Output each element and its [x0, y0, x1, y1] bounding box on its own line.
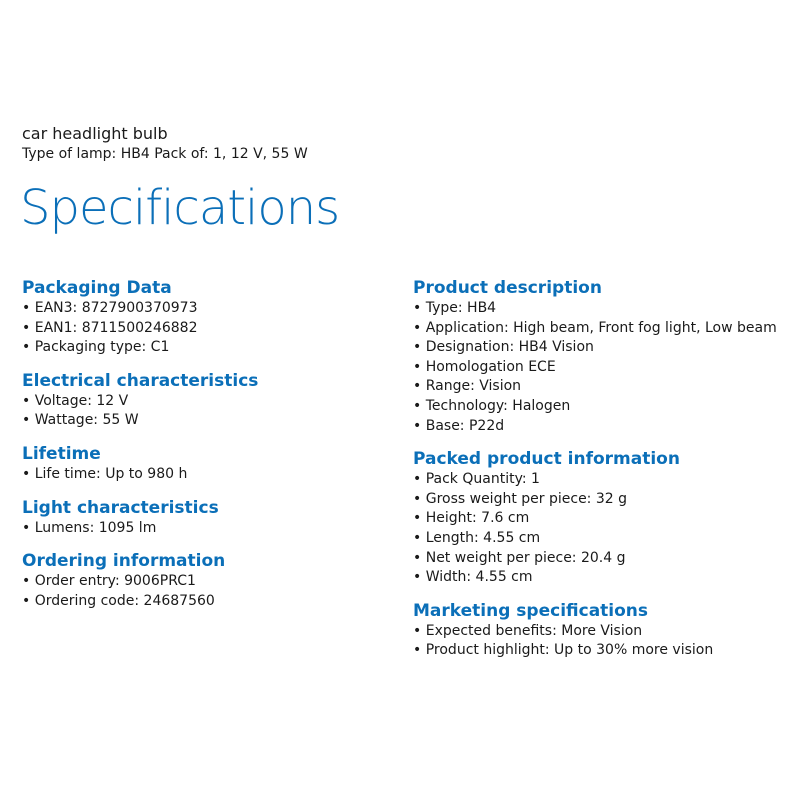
section-packed-product-information [413, 449, 793, 588]
page-title: Specifications [20, 180, 340, 236]
spec-list-light-characteristics [22, 519, 392, 539]
spec-list-ordering-information [22, 572, 392, 611]
spec-list-electrical-characteristics [22, 392, 392, 431]
spec-item: • Width: 4.55 cm [413, 568, 793, 588]
section-heading-ordering-information: Ordering information [22, 551, 226, 572]
spec-list-packaging-data [22, 299, 392, 358]
section-lifetime [22, 444, 392, 485]
spec-item: • Life time: Up to 980 h [22, 465, 392, 485]
spec-item: • Gross weight per piece: 32 g [413, 490, 793, 510]
spec-list-product-description [413, 299, 793, 436]
spec-item: • Pack Quantity: 1 [413, 470, 793, 490]
section-heading-electrical-characteristics: Electrical characteristics [22, 370, 259, 391]
left-spec-column [22, 278, 392, 624]
spec-item: • Voltage: 12 V [22, 392, 392, 412]
section-heading-packed-product-information: Packed product information [413, 449, 680, 470]
section-heading-product-description: Product description [413, 278, 602, 298]
spec-item: • Product highlight: Up to 30% more vision [413, 641, 793, 661]
spec-item: • Packaging type: C1 [22, 338, 392, 358]
spec-item: • Net weight per piece: 20.4 g [413, 549, 793, 569]
section-packaging-data [22, 278, 392, 358]
spec-item: • Base: P22d [413, 417, 793, 437]
spec-item: • Range: Vision [413, 377, 793, 397]
spec-item: • Length: 4.55 cm [413, 529, 793, 549]
spec-item: • Homologation ECE [413, 358, 793, 378]
section-light-characteristics [22, 498, 392, 539]
section-ordering-information [22, 551, 392, 611]
spec-item: • Lumens: 1095 lm [22, 519, 392, 539]
product-subtitle: Type of lamp: HB4 Pack of: 1, 12 V, 55 W [22, 146, 308, 162]
spec-item: • Application: High beam, Front fog light, Low beam [413, 319, 793, 339]
spec-item: • EAN1: 8711500246882 [22, 319, 392, 339]
spec-item: • Designation: HB4 Vision [413, 338, 793, 358]
section-heading-packaging-data: Packaging Data [22, 278, 172, 298]
spec-item: • Ordering code: 24687560 [22, 592, 392, 612]
spec-list-packed-product-information [413, 470, 793, 588]
spec-item: • Wattage: 55 W [22, 411, 392, 431]
spec-item: • Height: 7.6 cm [413, 509, 793, 529]
spec-list-lifetime [22, 465, 392, 485]
spec-item: • Expected benefits: More Vision [413, 622, 793, 642]
section-heading-lifetime: Lifetime [22, 443, 101, 464]
section-heading-marketing-specifications: Marketing specifications [413, 600, 649, 621]
spec-item: • EAN3: 8727900370973 [22, 299, 392, 319]
section-electrical-characteristics [22, 371, 392, 431]
product-name: car headlight bulb [22, 124, 168, 143]
spec-list-marketing-specifications [413, 622, 793, 661]
right-spec-column [413, 278, 793, 674]
spec-item: • Type: HB4 [413, 299, 793, 319]
spec-item: • Technology: Halogen [413, 397, 793, 417]
section-marketing-specifications [413, 601, 793, 661]
section-product-description [413, 278, 793, 436]
section-heading-light-characteristics: Light characteristics [22, 497, 219, 518]
spec-item: • Order entry: 9006PRC1 [22, 572, 392, 592]
